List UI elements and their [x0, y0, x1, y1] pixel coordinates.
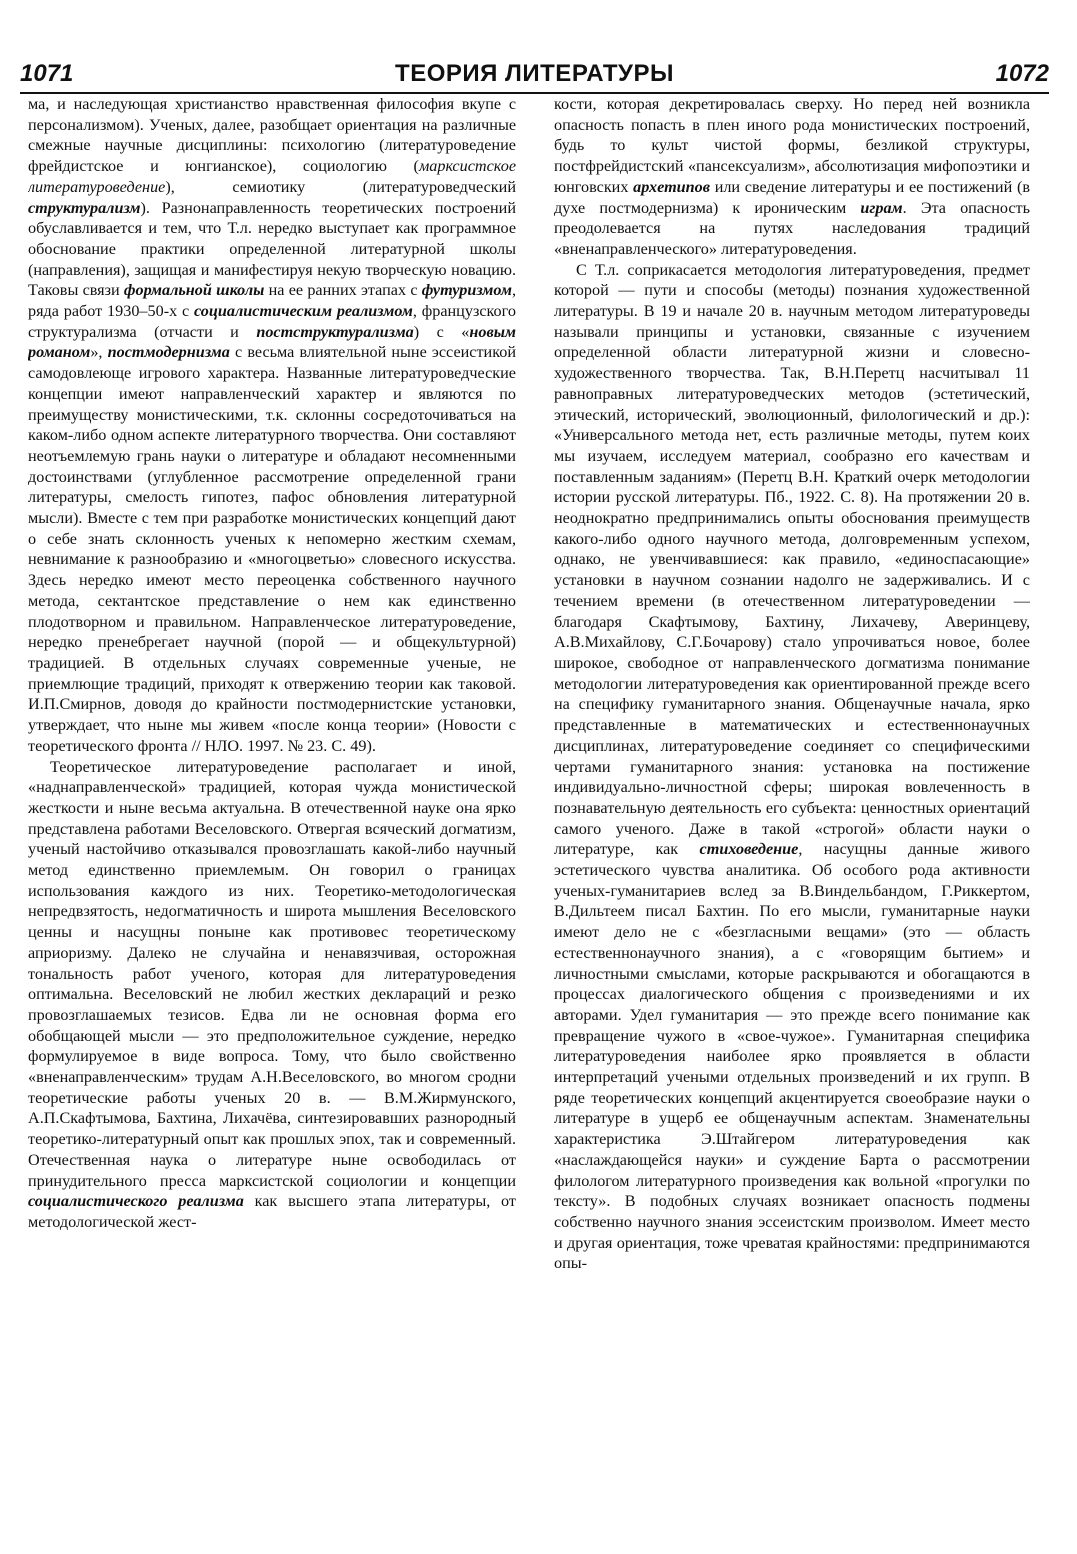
term-link: стиховедение	[699, 840, 799, 859]
term-link: постмодернизма	[107, 343, 230, 362]
paragraph: кости, которая декретировалась сверху. Но перед ней возникла опасность попасть в плен иного рода монистических построений, будь то культ чистой формы, безликой структуры, постфрейдистский «пансексуализм», абсолютизация мифопоэтики и юнговских архетипов или сведение литературы и ее постижений (в духе постмодернизма) к ироническим играм. Эта опасность преодолевается на путях наследования традиций «вненаправленческого» литературоведения.	[554, 95, 1030, 258]
left-page-number: 1071	[20, 60, 74, 87]
paragraph: Теоретическое литературоведение располагает и иной, «наднаправленческой» традицией, которая чужда монистической жесткости и ныне весьма актуальна. В отечественной науке она ярко представлена работами Веселовского. Отвергая всяческий догматизм, ученый настойчиво отказывался провозглашать какой-либо научный метод единственно приемлемым. Он говорил о границах использования каждого из них. Теоретико-методологическая непредвзятость, недогматичность и широта мышления Веселовского ценны и насущны поныне как противовес теоретическому априоризму. Далеко не случайна и ненавязчивая, осторожная тональность работ ученого, которая для литературоведения оптимальна. Веселовский не любил жестких деклараций и резко провозглашаемых тезисов. Едва ли не основная форма его обобщающей мысли — это предположительное суждение, нередко формулируемое в виде вопроса. Тому, что было свойственно «вненаправленческим» трудам А.Н.Веселовского, во многом сродни теоретические работы ученых 20 в. — В.М.Жирмунского, А.П.Скафтымова, Бахтина, Лихачёва, синтезировавших разнородный теоретико-литературный опыт как прошлых эпох, так и современный. Отечественная наука о литературе ныне освободилась от принудительного пресса марксистской социологии и концепции социалистического реализма как высшего этапа литературы, от методологической жест-	[28, 757, 516, 1231]
right-column	[554, 94, 1030, 1539]
term-link: социалистического реализма	[28, 1192, 244, 1211]
term-link: футуризмом	[421, 281, 512, 300]
right-page-number: 1072	[995, 60, 1049, 87]
term-link: архетипов	[633, 177, 710, 196]
term-link: социалистическим реализмом	[194, 302, 413, 321]
term-link: играм	[860, 198, 903, 217]
term-link: новым романом	[28, 322, 516, 362]
running-header	[20, 48, 1049, 94]
term-link: постструктурализма	[256, 322, 414, 341]
term-link: марксистское литературоведение	[28, 157, 516, 196]
running-title: ТЕОРИЯ ЛИТЕРАТУРЫ	[395, 60, 674, 87]
left-column	[28, 94, 516, 1539]
paragraph: ма, и наследующая христианство нравственная философия вкупе с персонализмом). Ученых, далее, разобщает ориентация на различные смежные научные дисциплины: психологию (литературоведение фрейдистское и юнгианское), социологию (марксистское литературоведение), семиотику (литературоведческий структурализм). Разнонаправленность теоретических построений обуславливается и тем, что Т.л. нередко выступает как программное обоснование практики определенной литературной школы (направления), защищая и манифестируя некую творческую новацию. Таковы связи формальной школы на ее ранних этапах с футуризмом, ряда работ 1930–50-х с социалистическим реализмом, французского структурализма (отчасти и постструктурализма) с «новым романом», постмодернизма с весьма влиятельной ныне эссеистикой самодовлеюще игрового характера. Названные литературоведческие концепции имеют направленческий характер и являются по преимуществу монистическими, т.к. склонны сосредоточиваться на каком-либо одном аспекте литературного творчества. Они составляют неотъемлемую грань науки о литературе и обладают несомненными достоинствами (углубленное рассмотрение определенной грани литературы, смелость гипотез, пафос обновления литературной мысли). Вместе с тем при разработке монистических концепций дают о себе знать склонность ученых к непомерно жестким схемам, невнимание к разнообразию и «многоцветью» словесного искусства. Здесь нередко имеют место переоценка собственного научного метода, сектантское представление о нем как единственно плодотворном и правильном. Направленческое литературоведение, нередко пренебрегает научной (порой — и общекультурной) традицией. В отдельных случаях современные ученые, не приемлющие традиций, приходят к отвержению теории как таковой. И.П.Смирнов, доводя до крайности постмодернистские установки, утверждает, что ныне мы живем «после конца теории» (Новости с теоретического фронта // НЛО. 1997. № 23. С. 49).	[28, 95, 516, 755]
paragraph: С Т.л. соприкасается методология литературоведения, предмет которой — пути и способы (методы) познания художественной литературы. В 19 и начале 20 в. научным методом литературоведы называли принципы и установки, связанные с изучением определенной области литературной жизни и словесно-художественного творчества. Так, В.Н.Перетц насчитывал 11 равноправных литературоведческих методов (эстетический, этический, исторический, эволюционный, филологический и др.): «Универсального метода нет, есть различные методы, путем коих мы изучаем, исследуем материал, сообразно его качествам и поставленным заданиям» (Перетц В.Н. Краткий очерк методологии истории русской литературы. Пб., 1922. С. 8). На протяжении 20 в. неоднократно предпринимались опыты обоснования преимуществ какого-либо одного научного метода, долговременным успехом, однако, не увенчивавшиеся: как правило, «единоспасающие» установки в научном сознании надолго не задерживались. И с течением времени (в отечественном литературоведении — благодаря Скафтымову, Бахтину, Лихачеву, Аверинцеву, А.В.Михайлову, С.Г.Бочарову) стало упрочиваться новое, более широкое, свободное от направленческого догматизма понимание методологии литературоведения как ориентированной прежде всего на специфику гуманитарного знания. Общенаучные начала, ярко представленные в математических и естественнонаучных дисциплинах, литературоведение соединяет со специфическими чертами гуманитарного знания: установка на постижение индивидуально-личностной сферы; широкая вовлеченность в познавательную деятельность его субъекта: ценностных ориентаций самого ученого. Даже в такой «строгой» области науки о литературе, как стиховедение, насущны данные живого эстетического чувства аналитика. Об особого рода активности ученых-гуманитариев вслед за В.Виндельбандом, Г.Риккертом, В.Дильтеем писал Бахтин. По его мысли, гуманитарные науки имеют дело не с «безгласными вещами» (это — область естественнонаучного знания), а с «говорящим бытием» и личностными смыслами, которые раскрываются и обогащаются в процессах диалогического общения с произведениями и их авторами. Удел гуманитария — это прежде всего понимание как превращение чужого в «свое-чужое». Гуманитарная специфика литературоведения наиболее ярко проявляется в области интерпретаций учеными отдельных произведений и их групп. В ряде теоретических концепций акцентируется своеобразие науки о литературе в ущерб ее общенаучным аспектам. Знаменательны характеристика Э.Штайгером литературоведения как «наслаждающейся науки» и суждение Барта о рассмотрении филологом литературного произведения как вольной «прогулки по тексту». В подобных случаях возникает опасность подмены собственно научного знания эссеистским произволом. Имеет место и другая ориентация, тоже чреватая крайностями: предпринимаются опы-	[554, 260, 1030, 1273]
term-link: структурализм	[28, 198, 141, 217]
term-link: формальной школы	[123, 281, 265, 300]
